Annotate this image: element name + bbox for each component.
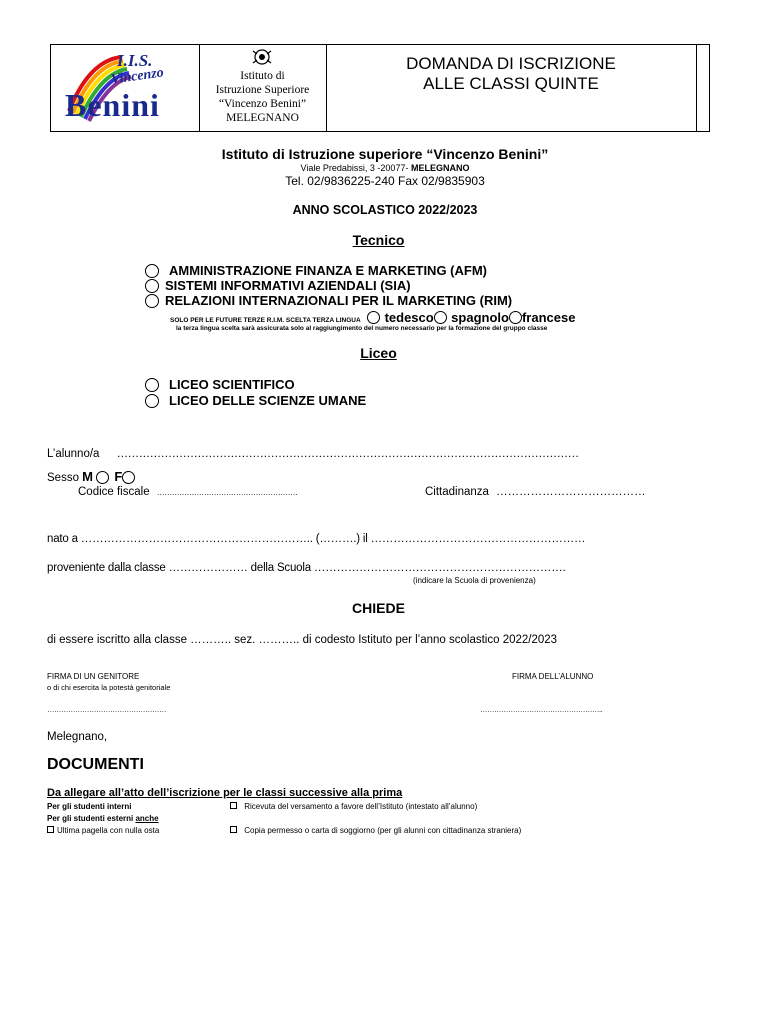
alunno-field[interactable]: ……………………………………………………………………………………………………………… — [116, 448, 579, 460]
sesso-row — [47, 469, 135, 484]
esterni-item-1 — [47, 826, 159, 835]
chiede-text[interactable]: di essere iscritto alla classe ……….. sez. ……….. di codesto Istituto per l’anno scolastico 2022/2023 — [47, 634, 558, 646]
tecnico-heading: Tecnico — [352, 232, 405, 248]
option-scienze-umane[interactable] — [145, 393, 366, 409]
school-name: Istituto di Istruzione superiore “Vincenzo Benini” — [221, 146, 549, 162]
header-table — [50, 44, 710, 132]
interni-item-text: Ricevuta del versamento a favore dell’Istituto (intestato all’alunno) — [244, 802, 478, 811]
place-label: Melegnano, — [47, 731, 108, 743]
logo-cell — [51, 45, 200, 131]
school-box-line: “Vincenzo Benini” — [218, 98, 307, 110]
documenti-subheading: Da allegare all’atto dell’iscrizione per le classi successive alla prima — [47, 787, 403, 799]
cf-label: Codice fiscale — [78, 486, 150, 498]
rim-note: SOLO PER LE FUTURE TERZE R.I.M. SCELTA TERZA LINGUA — [170, 317, 361, 324]
option-label: RELAZIONI INTERNAZIONALI PER IL MARKETING (RIM) — [165, 293, 513, 308]
esterni-label-emph: anche — [135, 814, 159, 823]
firma-genitore-line[interactable]: …………………………………………… — [47, 705, 166, 714]
radio-sesso-f[interactable] — [122, 471, 135, 484]
checkbox-icon — [230, 802, 237, 809]
alunno-label: L’alunno/a — [47, 448, 100, 460]
firma-alunno-line[interactable]: …………………………………………….. — [480, 705, 603, 714]
school-box-line: MELEGNANO — [226, 112, 299, 124]
school-box-line: Istruzione Superiore — [215, 84, 310, 96]
form-title-line: DOMANDA DI ISCRIZIONE — [406, 54, 616, 73]
logo-middle: Vincenzo — [110, 65, 165, 88]
radio-tedesco[interactable] — [367, 311, 380, 324]
school-year: ANNO SCOLASTICO 2022/2023 — [292, 203, 478, 217]
school-logo — [59, 51, 191, 125]
option-scientifico[interactable] — [145, 377, 295, 393]
cittadinanza-field[interactable]: ………………………………… — [496, 486, 646, 498]
sesso-f-label: F — [114, 469, 123, 484]
school-phone: Tel. 02/9836225-240 Fax 02/9835903 — [285, 174, 485, 188]
option-label: AMMINISTRAZIONE FINANZA E MARKETING (AFM) — [169, 263, 487, 278]
form-title-cell — [326, 45, 697, 131]
language-francese: francese — [521, 310, 576, 325]
language-tedesco: tedesco — [384, 310, 434, 325]
logo-bottom: Benini — [65, 87, 160, 123]
checkbox-icon — [230, 826, 237, 833]
checkbox-icon — [47, 826, 54, 833]
alunno-row — [47, 448, 579, 460]
provenienza-row[interactable]: proveniente dalla classe ………………… della Scuola …………………………………………………………. — [47, 562, 566, 574]
nato-row[interactable]: nato a …………………………………………………….. (……….) il ………………………………………………… — [47, 533, 586, 545]
emblem-icon — [251, 47, 273, 67]
chiede-heading: CHIEDE — [352, 600, 405, 616]
form-title-line: ALLE CLASSI QUINTE — [423, 74, 599, 93]
option-sia[interactable] — [145, 278, 411, 294]
radio-sia[interactable] — [145, 279, 159, 293]
radio-afm[interactable] — [145, 264, 159, 278]
address-city: MELEGNANO — [410, 163, 470, 173]
cf-field[interactable]: ………………………………………………… — [156, 488, 298, 497]
logo-top: I.I.S. — [117, 51, 153, 70]
cf-row — [78, 486, 297, 498]
interni-item — [230, 802, 477, 811]
language-note: la terza lingua scelta sarà assicurata solo al raggiungimento del numero necessario per la formazione del gruppo classe — [176, 325, 548, 332]
liceo-heading: Liceo — [360, 345, 397, 361]
option-rim[interactable] — [145, 293, 512, 309]
cittadinanza-row — [425, 486, 646, 498]
radio-sesso-m[interactable] — [96, 471, 109, 484]
cittadinanza-label: Cittadinanza — [425, 486, 489, 498]
option-label: LICEO SCIENTIFICO — [169, 377, 295, 392]
firma-alunno-label: FIRMA DELL’ALUNNO — [512, 672, 594, 681]
esterni-item-2 — [230, 826, 521, 835]
radio-scientifico[interactable] — [145, 378, 159, 392]
school-box-line: Istituto di — [240, 70, 285, 82]
sesso-m-label: M — [82, 469, 94, 484]
option-label: SISTEMI INFORMATIVI AZIENDALI (SIA) — [165, 278, 411, 293]
radio-spagnolo[interactable] — [434, 311, 447, 324]
firma-genitore-label: FIRMA DI UN GENITORE — [47, 672, 140, 681]
radio-francese[interactable] — [509, 311, 522, 324]
esterni-item-2-text: Copia permesso o carta di soggiorno (per gli alunni con cittadinanza straniera) — [244, 826, 522, 835]
firma-genitore-sub: o di chi esercita la potestà genitoriale — [47, 683, 171, 692]
provenienza-note: (indicare la Scuola di provenienza) — [413, 576, 536, 585]
esterni-label — [47, 814, 159, 823]
sesso-label: Sesso — [47, 472, 79, 484]
documenti-heading: DOCUMENTI — [47, 756, 144, 773]
esterni-item-1-text: Ultima pagella con nulla osta — [57, 826, 160, 835]
language-spagnolo: spagnolo — [451, 310, 509, 325]
option-afm[interactable] — [145, 263, 487, 279]
school-box — [199, 45, 327, 131]
esterni-label-text: Per gli studenti esterni — [47, 814, 136, 823]
address-text: Viale Predabissi, 3 -20077- — [300, 163, 411, 173]
radio-rim[interactable] — [145, 294, 159, 308]
interni-label: Per gli studenti interni — [47, 802, 132, 811]
school-address — [0, 163, 770, 173]
option-label: LICEO DELLE SCIENZE UMANE — [169, 393, 367, 408]
radio-scienze-umane[interactable] — [145, 394, 159, 408]
